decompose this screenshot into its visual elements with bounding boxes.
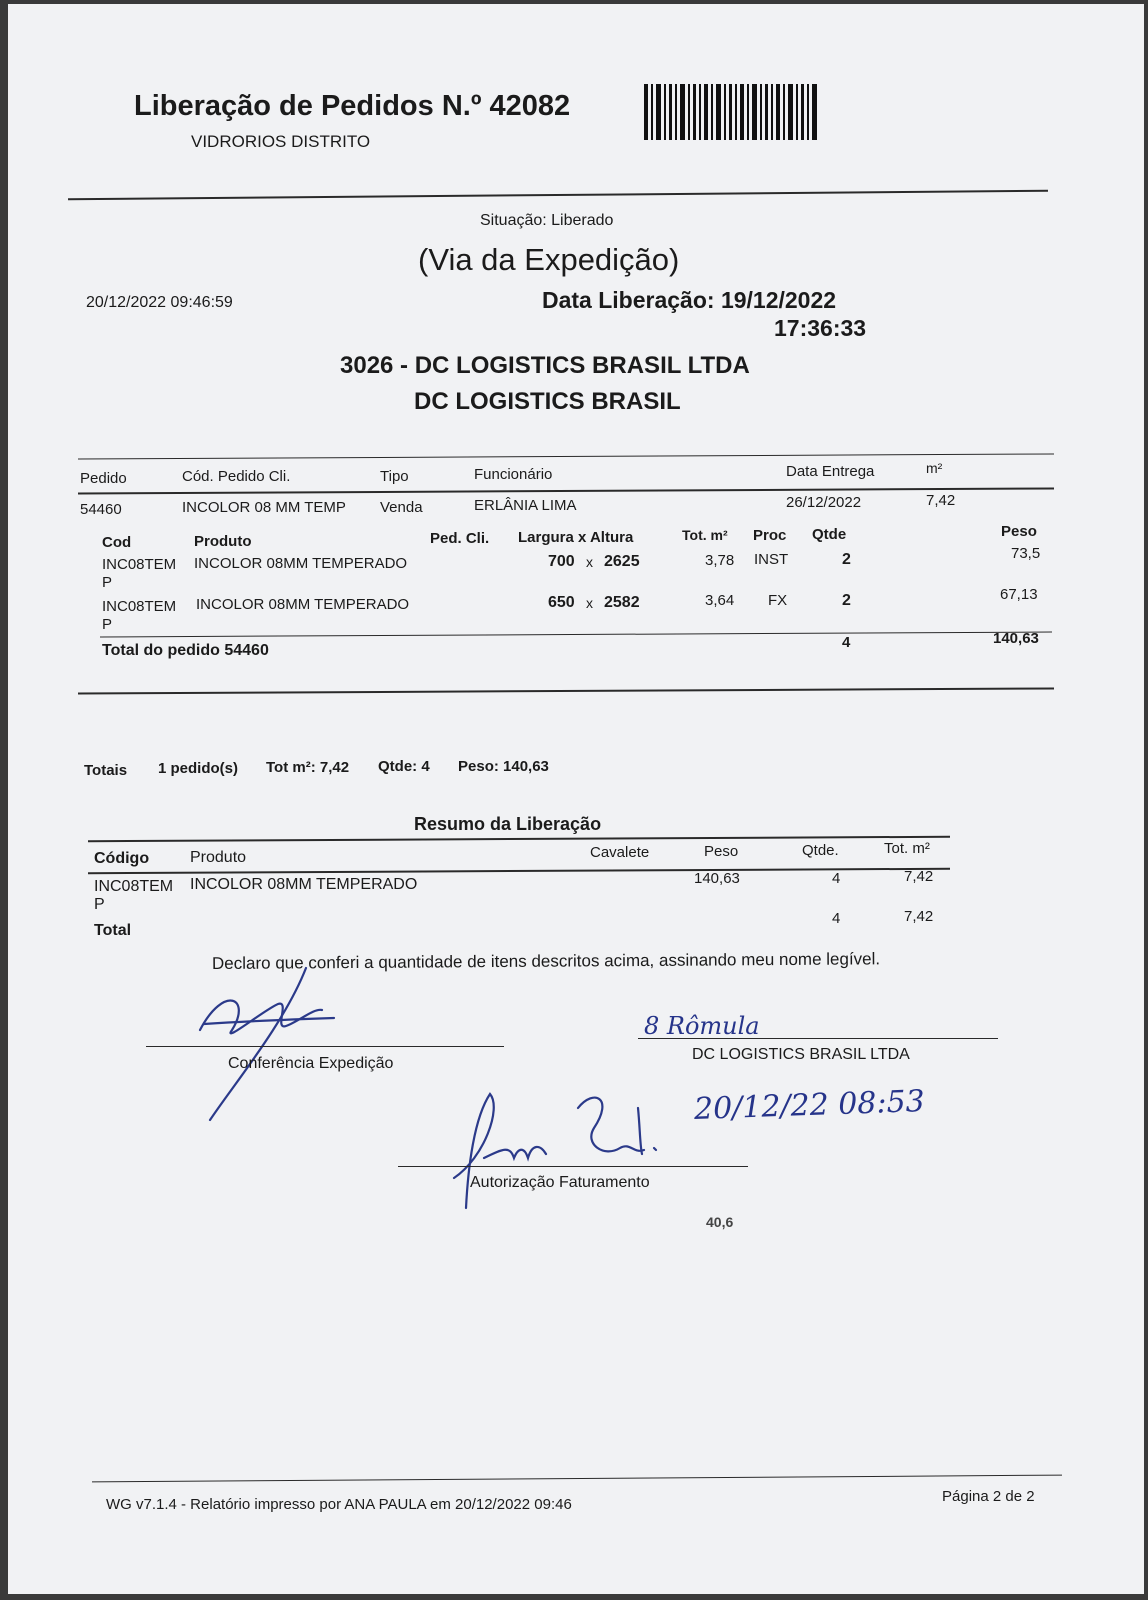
totals-qtde: Qtde: 4 (378, 758, 430, 775)
print-datetime: 20/12/2022 09:46:59 (86, 294, 233, 311)
pedido-value: 54460 (80, 501, 122, 518)
order-total-rule (100, 632, 1052, 638)
item-proc: FX (768, 592, 788, 609)
header-divider (68, 190, 1048, 201)
col-produto: Produto (190, 849, 247, 866)
conferencia-label: Conferência Expedição (228, 1055, 394, 1072)
resumo-title: Resumo da Liberação (414, 814, 602, 834)
resumo-tot-m2: 7,42 (904, 868, 934, 885)
declaration-text: Declaro que conferi a quantidade de itens descritos acima, assinando meu nome legível. (211, 949, 881, 973)
col-cod: Cod (102, 534, 132, 551)
order-total-label: Total do pedido 54460 (102, 642, 269, 659)
item-peso: 67,13 (1000, 586, 1038, 603)
data-liberacao: Data Liberação: 19/12/2022 (542, 287, 837, 313)
resumo-peso: 140,63 (694, 870, 740, 887)
cod-pedido-cli-value: INCOLOR 08 MM TEMP (182, 499, 346, 516)
client-short-name: DC LOGISTICS BRASIL (414, 388, 681, 415)
document-title: Liberação de Pedidos N.º 42082 (134, 90, 571, 122)
item-cod: INC08TEM (102, 598, 177, 615)
item-produto: INCOLOR 08MM TEMPERADO (196, 596, 410, 613)
item-altura: 2582 (604, 594, 640, 611)
resumo-codigo: INC08TEM (94, 878, 174, 895)
item-cod: INC08TEM (102, 556, 177, 573)
item-largura: 650 (548, 594, 575, 611)
col-tot-m2: Tot. m² (884, 840, 930, 857)
m2-value: 7,42 (926, 492, 956, 509)
autorizacao-signature (444, 1088, 674, 1218)
resumo-header-rule (88, 868, 950, 875)
order-total-peso: 140,63 (993, 630, 1039, 647)
col-pedido: Pedido (80, 470, 127, 487)
col-tipo: Tipo (380, 468, 409, 485)
resumo-total-m2: 7,42 (904, 908, 934, 925)
via-label: (Via da Expedição) (418, 242, 680, 277)
stray-print-text: 40,6 (706, 1214, 734, 1230)
footer-page-number: Página 2 de 2 (942, 1488, 1035, 1505)
col-largura-altura: Largura x Altura (518, 529, 634, 546)
funcionario-value: ERLÂNIA LIMA (474, 497, 577, 514)
col-data-entrega: Data Entrega (786, 463, 875, 480)
resumo-total-qtde: 4 (832, 910, 841, 927)
handwritten-datetime: 20/12/22 08:53 (693, 1083, 926, 1128)
item-tot-m2: 3,64 (705, 592, 735, 609)
data-entrega-value: 26/12/2022 (786, 494, 862, 511)
col-produto: Produto (194, 533, 252, 550)
item-produto: INCOLOR 08MM TEMPERADO (194, 555, 408, 572)
order-total-qtde: 4 (842, 634, 851, 651)
tipo-value: Venda (380, 499, 423, 516)
document-page (8, 4, 1144, 1594)
col-cavalete: Cavalete (590, 844, 650, 861)
totals-label: Totais (84, 762, 128, 779)
totals-pedidos: 1 pedido(s) (158, 760, 239, 777)
resumo-produto: INCOLOR 08MM TEMPERADO (190, 876, 418, 893)
col-qtde: Qtde (812, 526, 847, 543)
item-peso: 73,5 (1011, 545, 1041, 562)
col-peso: Peso (1001, 523, 1037, 540)
col-ped-cli: Ped. Cli. (430, 530, 490, 547)
autorizacao-signature-line (398, 1166, 748, 1167)
footer-divider (92, 1475, 1062, 1483)
item-cod-wrap: P (102, 574, 113, 591)
item-altura: 2625 (604, 553, 640, 570)
resumo-total-label: Total (94, 922, 132, 939)
item-cod-wrap: P (102, 616, 113, 633)
item-x: x (586, 554, 593, 570)
col-proc: Proc (753, 527, 787, 544)
col-codigo: Código (94, 850, 150, 867)
item-proc: INST (754, 551, 789, 568)
order-table-bottom-rule (78, 687, 1054, 694)
hora-liberacao: 17:36:33 (774, 315, 867, 341)
footer-report-info: WG v7.1.4 - Relatório impresso por ANA PAULA em 20/12/2022 09:46 (106, 1496, 572, 1513)
order-table-top-rule (78, 453, 1054, 459)
client-name: 3026 - DC LOGISTICS BRASIL LTDA (340, 352, 750, 379)
client-signature-line (638, 1038, 998, 1039)
order-header-rule (78, 487, 1054, 494)
col-funcionario: Funcionário (474, 466, 553, 483)
col-m2: m² (926, 460, 943, 476)
conferencia-signature-line (146, 1046, 504, 1047)
item-qtde: 2 (842, 592, 851, 609)
col-qtde: Qtde. (802, 842, 839, 859)
item-tot-m2: 3,78 (705, 552, 735, 569)
totals-peso: Peso: 140,63 (458, 758, 549, 775)
item-x: x (586, 595, 593, 611)
situacao-status: Situação: Liberado (480, 212, 614, 229)
resumo-codigo-wrap: P (94, 896, 105, 913)
resumo-qtde: 4 (832, 870, 841, 887)
totals-m2: Tot m²: 7,42 (266, 759, 350, 776)
item-largura: 700 (548, 553, 575, 570)
client-handwritten-signature: 8 Rômula (644, 1012, 760, 1040)
col-tot-m2: Tot. m² (682, 527, 728, 543)
client-signature-label: DC LOGISTICS BRASIL LTDA (692, 1046, 910, 1063)
col-peso: Peso (704, 843, 739, 860)
autorizacao-label: Autorização Faturamento (470, 1174, 650, 1191)
barcode-image (644, 84, 820, 140)
col-cod-pedido-cli: Cód. Pedido Cli. (182, 468, 291, 485)
conferencia-signature (194, 964, 354, 1124)
item-qtde: 2 (842, 551, 851, 568)
company-name: VIDRORIOS DISTRITO (191, 132, 371, 151)
